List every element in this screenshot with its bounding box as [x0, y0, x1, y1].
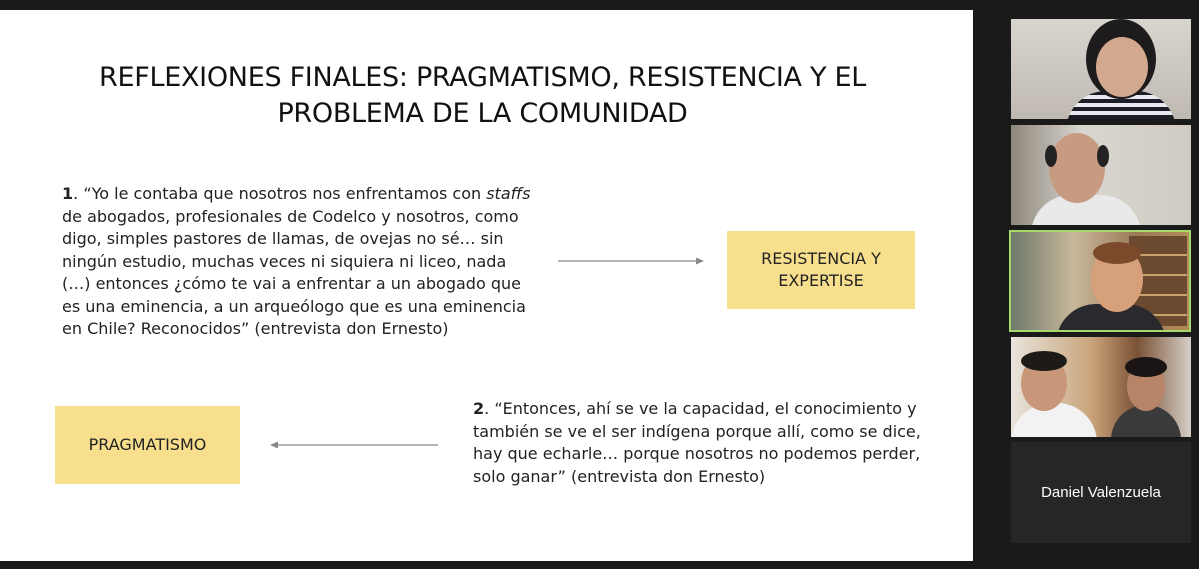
resistencia-box [727, 231, 915, 309]
slide-title-line-1: REFLEXIONES FINALES: PRAGMATISMO, RESISTENCIA Y EL [99, 62, 866, 93]
participant-tile-5[interactable] [1011, 442, 1191, 543]
quote-2-text: . “Entonces, ahí se ve la capacidad, el conocimiento y también se ve el ser indígena porque allí, como se dice, hay que echarle… porque nosotros no podemos perder, solo ganar” (entrevista don Ernesto) [473, 399, 921, 486]
quote-1-text-b: de abogados, profesionales de Codelco y nosotros, como digo, simples pastores de llamas, de ovejas no sé… sin ningún estudio, muchas veces ni siquiera ni liceo, nada (…) entonces ¿cómo te vai a enfrentar a un abogado que es una eminencia, a un arqueólogo que es una eminencia en Chile? Reconocidos” (entrevista don Ernesto) [62, 206, 526, 338]
resistencia-box-line-2: EXPERTISE [778, 271, 864, 290]
headphones-icon [1097, 145, 1109, 167]
participant-video-3-active[interactable] [1009, 230, 1191, 332]
participant-video-4[interactable] [1011, 337, 1191, 437]
slide-title [0, 60, 965, 132]
person-face [1049, 133, 1105, 203]
participant-video-2[interactable] [1011, 125, 1191, 225]
person-face [1096, 37, 1148, 97]
quote-1 [62, 183, 532, 341]
participant-video-1[interactable] [1011, 19, 1191, 119]
quote-1-italic: staffs [486, 184, 531, 203]
participant-name: Daniel Valenzuela [1041, 484, 1161, 501]
quote-2 [473, 398, 953, 488]
person-hair [1093, 242, 1141, 264]
person-hair [1125, 357, 1167, 377]
arrow-left-icon [268, 438, 440, 452]
quote-1-number: 1 [62, 184, 74, 203]
person-hair [1021, 351, 1067, 371]
resistencia-box-line-1: RESISTENCIA Y [761, 249, 881, 268]
headphones-icon [1045, 145, 1057, 167]
pragmatismo-box [55, 406, 240, 484]
arrow-right-icon [556, 254, 706, 268]
pragmatismo-box-label: PRAGMATISMO [88, 435, 207, 454]
slide-title-line-2: PROBLEMA DE LA COMUNIDAD [277, 98, 688, 129]
quote-2-number: 2 [473, 399, 485, 418]
quote-1-text-a: . “Yo le contaba que nosotros nos enfrentamos con [73, 184, 487, 203]
